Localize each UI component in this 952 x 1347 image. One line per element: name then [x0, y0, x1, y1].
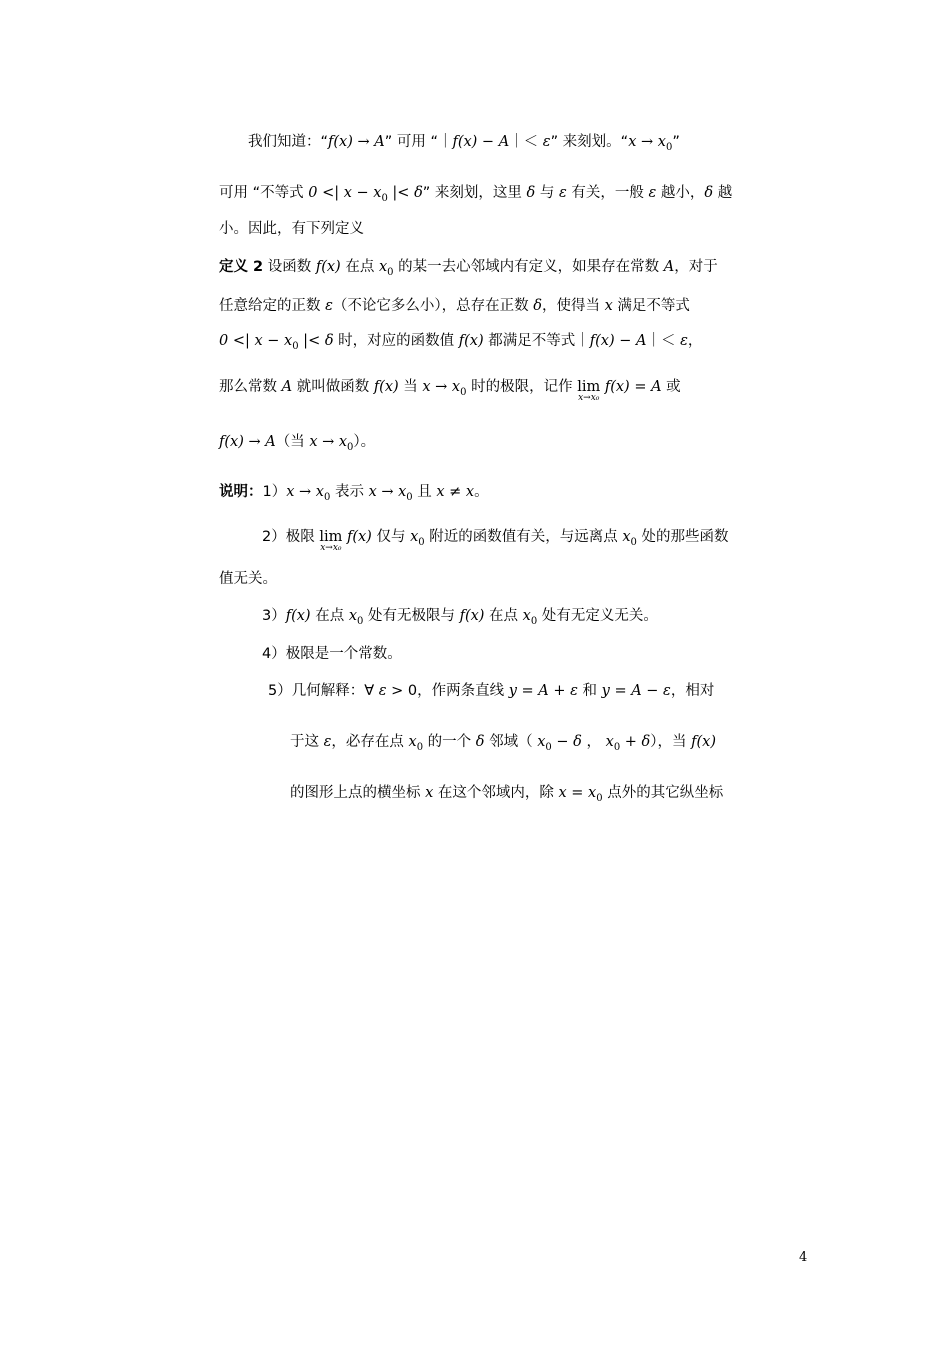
text: ，相对 — [670, 683, 715, 699]
math: x — [522, 608, 531, 624]
math: δ — [526, 185, 536, 201]
note-4: 4）极限是一个常数。 — [262, 646, 402, 662]
text: 当 — [398, 379, 423, 395]
text: ），当 — [650, 734, 692, 750]
text: 越小， — [656, 185, 705, 201]
subscript: 0 — [323, 492, 331, 503]
note-3 — [262, 605, 658, 629]
note-2-continued: 值无关。 — [219, 571, 277, 587]
text: 设函数 — [263, 259, 316, 275]
math: A — [663, 259, 675, 275]
subscript: 0 — [416, 742, 424, 753]
text: ）。 — [353, 434, 376, 450]
math: x — [378, 259, 388, 275]
limit-operator — [319, 526, 343, 553]
text: 都满足不等式｜ — [483, 333, 590, 349]
math: δ — [475, 734, 485, 750]
text: 的图形上点的横坐标 — [290, 785, 426, 801]
text: 那么常数 — [219, 379, 282, 395]
math: x → x — [286, 484, 324, 500]
note-5-line-2 — [290, 731, 716, 755]
subscript: 0 — [613, 742, 621, 753]
note-5-line-3 — [290, 782, 723, 806]
text: 附近的函数值有关，与远离点 — [424, 529, 623, 545]
math: f(x) — [285, 608, 311, 624]
page-number: 4 — [799, 1250, 808, 1265]
text: 且 — [412, 484, 437, 500]
text: ， — [581, 734, 606, 750]
math: ε — [648, 185, 657, 201]
subscript: 0 — [292, 341, 299, 352]
math: ε — [325, 298, 333, 314]
note-label: 说明： — [219, 484, 263, 500]
math: |< δ — [298, 333, 334, 349]
math: f(x) → A — [219, 434, 276, 450]
note-2 — [262, 526, 729, 553]
math: ε — [542, 134, 551, 150]
math: f(x) — [691, 734, 717, 750]
math: y = A + ε — [508, 683, 578, 699]
text: 任意给定的正数 — [219, 298, 326, 314]
text: ” — [672, 134, 680, 150]
math: x — [622, 529, 631, 545]
math: y = A − ε — [601, 683, 671, 699]
text: ， — [687, 333, 703, 349]
math: A — [281, 379, 293, 395]
lim-subscript: x→x₀ — [578, 393, 600, 403]
text: 时，对应的函数值 — [333, 333, 459, 349]
subscript: 0 — [530, 616, 538, 627]
math: x — [348, 608, 357, 624]
math: + δ — [620, 734, 651, 750]
text: > 0，作两条直线 — [386, 683, 509, 699]
text: （不论它多么小），总存在正数 — [332, 298, 534, 314]
math: f(x) — [346, 529, 372, 545]
text: 和 — [577, 683, 602, 699]
text: 于这 — [290, 734, 324, 750]
subscript: 0 — [387, 267, 394, 278]
math: f(x) → A — [328, 134, 385, 150]
math: f(x) − A — [452, 134, 510, 150]
text: ” 可用 “｜ — [384, 134, 453, 150]
math: x — [410, 529, 419, 545]
subscript: 0 — [418, 537, 425, 548]
subscript: 0 — [545, 742, 552, 753]
math: ε — [680, 333, 688, 349]
subscript: 0 — [460, 387, 467, 398]
note-1 — [219, 481, 489, 505]
math: f(x) — [458, 333, 484, 349]
text: ，使得当 — [541, 298, 605, 314]
text: 在这个邻域内，除 — [433, 785, 559, 801]
math: ε — [323, 734, 332, 750]
limit-operator — [577, 376, 601, 403]
definition-line-1 — [219, 256, 718, 280]
text: ｜＜ — [509, 134, 543, 150]
text: 我们知道：“ — [248, 134, 329, 150]
subscript: 0 — [596, 793, 603, 804]
definition-line-5 — [219, 431, 375, 455]
text: 在点 — [310, 608, 349, 624]
text: 处有无定义无关。 — [537, 608, 658, 624]
intro-line-1 — [248, 131, 680, 155]
text: 仅与 — [371, 529, 411, 545]
math: x — [408, 734, 417, 750]
text: 3） — [262, 608, 286, 624]
math: f(x) − A — [589, 333, 647, 349]
math: |< δ — [387, 185, 423, 201]
definition-line-4 — [219, 376, 681, 403]
text: 。 — [474, 484, 489, 500]
subscript: 0 — [357, 616, 364, 627]
math: x → x — [628, 134, 666, 150]
subscript: 0 — [665, 142, 673, 153]
intro-line-2 — [219, 182, 732, 206]
math: 0 <| x − x — [219, 333, 293, 349]
math: x → x — [309, 434, 348, 450]
math: ε — [558, 185, 567, 201]
text: 越 — [713, 185, 733, 201]
text: 点外的其它纵坐标 — [602, 785, 724, 801]
text: 就叫做函数 — [292, 379, 374, 395]
math: f(x) — [373, 379, 399, 395]
text: 处有无极限与 — [363, 608, 460, 624]
math: x = x — [558, 785, 597, 801]
text: 可用 “不等式 — [219, 185, 309, 201]
text: 的一个 — [423, 734, 476, 750]
math: x → x — [422, 379, 461, 395]
text: 与 — [535, 185, 559, 201]
lim-subscript: x→x₀ — [320, 543, 342, 553]
subscript: 0 — [406, 492, 413, 503]
text: 邻域（ — [484, 734, 538, 750]
math: x — [537, 734, 546, 750]
text: ” 来刻划，这里 — [422, 185, 527, 201]
subscript: 0 — [347, 442, 354, 453]
text: 2）极限 — [262, 529, 320, 545]
math: f(x) — [459, 608, 485, 624]
text: ｜＜ — [646, 333, 681, 349]
math: ε — [378, 683, 387, 699]
definition-line-3 — [219, 330, 702, 354]
math: 0 <| x − x — [308, 185, 382, 201]
math: x — [604, 298, 613, 314]
text: 时的极限，记作 — [466, 379, 578, 395]
text: 1） — [262, 484, 287, 500]
math: δ — [533, 298, 542, 314]
math: x — [605, 734, 614, 750]
math: δ — [704, 185, 714, 201]
math: f(x) — [315, 259, 341, 275]
note-5 — [268, 680, 714, 702]
text: 处的那些函数 — [636, 529, 729, 545]
text: 在点 — [484, 608, 523, 624]
subscript: 0 — [630, 537, 637, 548]
lim-word: lim — [577, 379, 601, 395]
text: 满足不等式 — [612, 298, 690, 314]
text: ，对于 — [674, 259, 718, 275]
text: 的某一去心邻域内有定义，如果存在常数 — [393, 259, 664, 275]
text: ” 来刻划。“ — [550, 134, 629, 150]
text: ，必存在点 — [331, 734, 409, 750]
intro-line-3: 小。因此，有下列定义 — [219, 221, 364, 237]
text: 或 — [661, 379, 681, 395]
text: 有关，一般 — [566, 185, 649, 201]
math: f(x) = A — [604, 379, 662, 395]
text: 表示 — [330, 484, 369, 500]
definition-label: 定义 2 — [219, 259, 264, 275]
subscript: 0 — [381, 193, 388, 204]
lim-word: lim — [319, 529, 343, 545]
definition-line-2 — [219, 295, 690, 317]
math: x — [425, 785, 434, 801]
math: x → x — [368, 484, 407, 500]
text: 5）几何解释：∀ — [268, 683, 379, 699]
math: − δ — [551, 734, 582, 750]
text: （当 — [275, 434, 310, 450]
math: x ≠ x — [436, 484, 475, 500]
text: 在点 — [340, 259, 379, 275]
